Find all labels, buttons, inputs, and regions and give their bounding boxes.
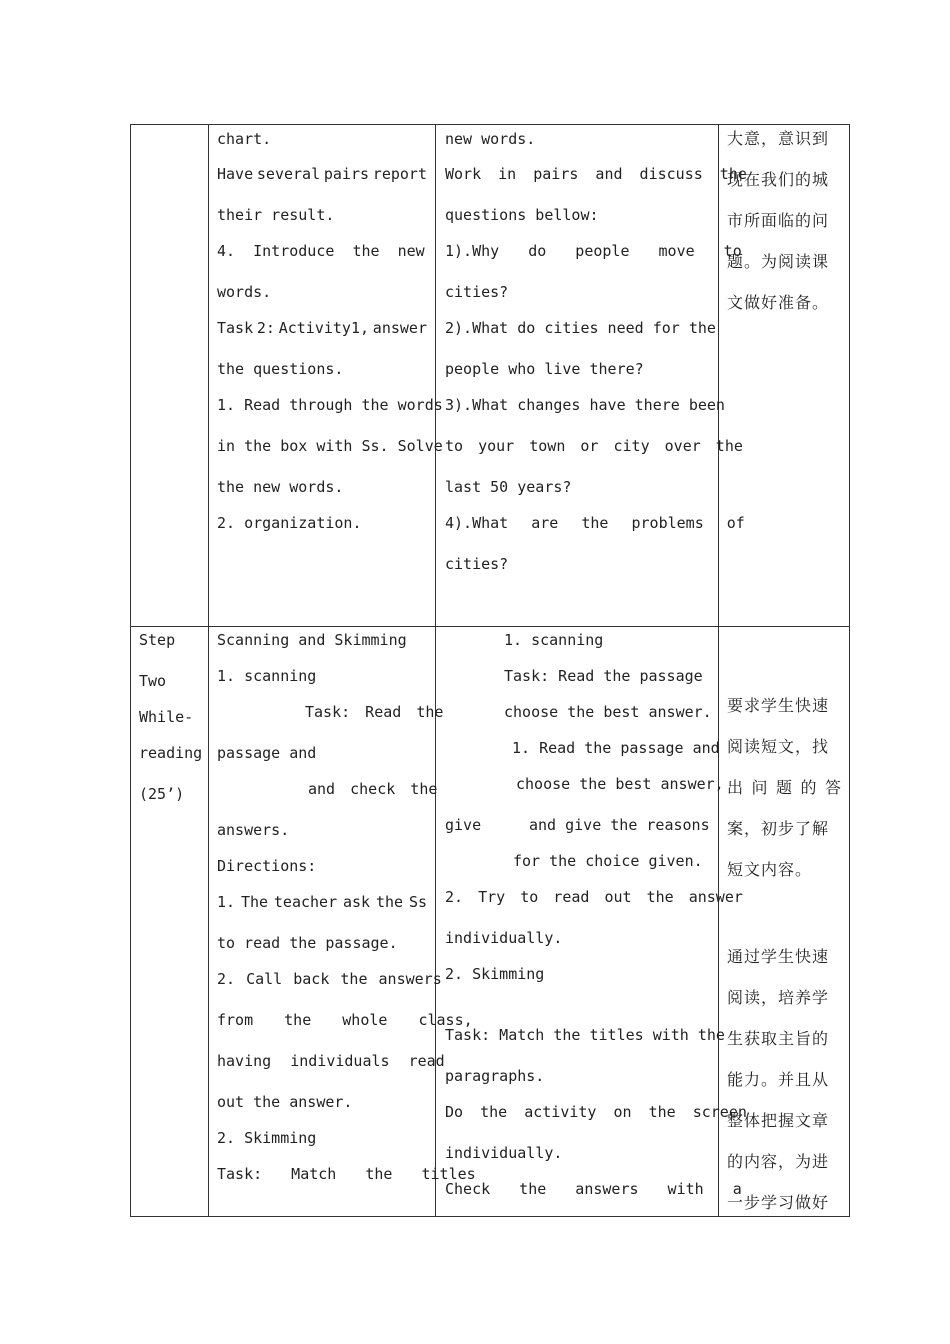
text-line: (25’) xyxy=(139,785,185,803)
text-line: 现在我们的城 xyxy=(727,170,830,189)
text-line: 2. Call back the answers xyxy=(217,970,442,988)
text-line: 4. Introduce the new xyxy=(217,242,425,260)
text-line: 1. scanning xyxy=(504,631,604,649)
text-line: 整体把握文章 xyxy=(727,1111,830,1130)
text-line: Task: Read the passage xyxy=(504,667,703,685)
text-line: 文做好准备。 xyxy=(727,293,830,312)
text-line: for the choice given. xyxy=(513,852,703,870)
text-line: chart. xyxy=(217,130,272,148)
table-border-left xyxy=(130,124,131,1217)
text-line: 阅读短文，找 xyxy=(727,737,830,756)
text-line: 一步学习做好 xyxy=(727,1193,830,1212)
row1-student-activity-cell xyxy=(445,124,747,624)
text-line: individually. xyxy=(445,1144,563,1162)
text-line: While- xyxy=(139,708,194,726)
text-line: having individuals read xyxy=(217,1052,445,1070)
row1-teacher-activity-cell xyxy=(217,124,443,624)
text-line: individually. xyxy=(445,929,563,947)
text-line: 2. Try to read out the answer xyxy=(445,888,743,906)
text-line: choose the best answer, xyxy=(516,775,724,793)
text-line: 题。为阅读课 xyxy=(727,252,830,271)
text-line: Step xyxy=(139,631,176,649)
row2-student-activity-cell xyxy=(445,627,747,1215)
text-line: 生获取主旨的 xyxy=(727,1029,830,1048)
text-line: cities? xyxy=(445,555,509,573)
text-line: 案，初步了解 xyxy=(727,819,830,838)
text-line: Two xyxy=(139,672,167,690)
text-line: Check the answers with a xyxy=(445,1180,742,1198)
text-line: 阅读，培养学 xyxy=(727,988,830,1007)
text-line: Task: Match the titles xyxy=(217,1165,476,1183)
text-line: 能力。并且从 xyxy=(727,1070,830,1089)
text-line: Work in pairs and discuss the xyxy=(445,165,747,183)
text-line: 2).What do cities need for the xyxy=(445,319,716,337)
text-line: 1. Read through the words xyxy=(217,396,443,414)
table-border-right xyxy=(849,124,850,1217)
text-line: 出 问 题 的 答 xyxy=(727,778,841,797)
row1-purpose-cell xyxy=(727,124,841,624)
text-line: Do the activity on the screen xyxy=(445,1103,747,1121)
text-line: 大意，意识到 xyxy=(727,129,830,148)
text-line: 要求学生快速 xyxy=(727,696,830,715)
text-line: 4).What are the problems of xyxy=(445,514,745,532)
text-line: 3).What changes have there been xyxy=(445,396,725,414)
text-line: people who live there? xyxy=(445,360,644,378)
text-line: passage and xyxy=(217,744,317,762)
column-divider xyxy=(718,124,719,1217)
text-line: 2. Skimming xyxy=(217,1129,317,1147)
row2-step-cell xyxy=(139,627,205,1215)
text-line: Task 2: Activity1, answer xyxy=(217,319,427,337)
text-line: 2. Skimming xyxy=(445,965,545,983)
text-line: 1. Read the passage and xyxy=(512,739,720,757)
text-line: Directions: xyxy=(217,857,317,875)
text-line: 2. organization. xyxy=(217,514,362,532)
column-divider xyxy=(208,124,209,1217)
text-line: from the whole class, xyxy=(217,1011,473,1029)
text-line: and give the reasons xyxy=(529,816,710,834)
row2-purpose-cell xyxy=(727,627,841,1215)
text-line: choose the best answer. xyxy=(504,703,712,721)
text-line: to read the passage. xyxy=(217,934,398,952)
text-line: 1).Why do people move to xyxy=(445,242,742,260)
text-line: 的内容，为进 xyxy=(727,1152,830,1171)
text-line: answers. xyxy=(217,821,290,839)
text-line: questions bellow: xyxy=(445,206,599,224)
text-line: give xyxy=(445,816,482,834)
text-line: Have several pairs report xyxy=(217,165,427,183)
text-line: 1. scanning xyxy=(217,667,317,685)
text-line: 1. The teacher ask the Ss xyxy=(217,893,427,911)
text-line: last 50 years? xyxy=(445,478,572,496)
lesson-plan-table xyxy=(130,124,850,1217)
table-border-bottom xyxy=(130,1216,850,1217)
text-line: 市所面临的问 xyxy=(727,211,830,230)
text-line: words. xyxy=(217,283,272,301)
text-line: the new words. xyxy=(217,478,344,496)
text-line: in the box with Ss. Solve xyxy=(217,437,443,455)
text-line: new words. xyxy=(445,130,536,148)
text-line: 通过学生快速 xyxy=(727,947,830,966)
text-line: 短文内容。 xyxy=(727,860,813,879)
text-line: paragraphs. xyxy=(445,1067,545,1085)
text-line: and check the xyxy=(308,780,438,798)
text-line: Task: Match the titles with the xyxy=(445,1026,725,1044)
text-line: cities? xyxy=(445,283,509,301)
text-line: Task: Read the xyxy=(305,703,444,721)
text-line: to your town or city over the xyxy=(445,437,743,455)
text-line: the questions. xyxy=(217,360,344,378)
text-line: reading xyxy=(139,744,203,762)
text-line: out the answer. xyxy=(217,1093,353,1111)
text-line: Scanning and Skimming xyxy=(217,631,407,649)
text-line: their result. xyxy=(217,206,335,224)
